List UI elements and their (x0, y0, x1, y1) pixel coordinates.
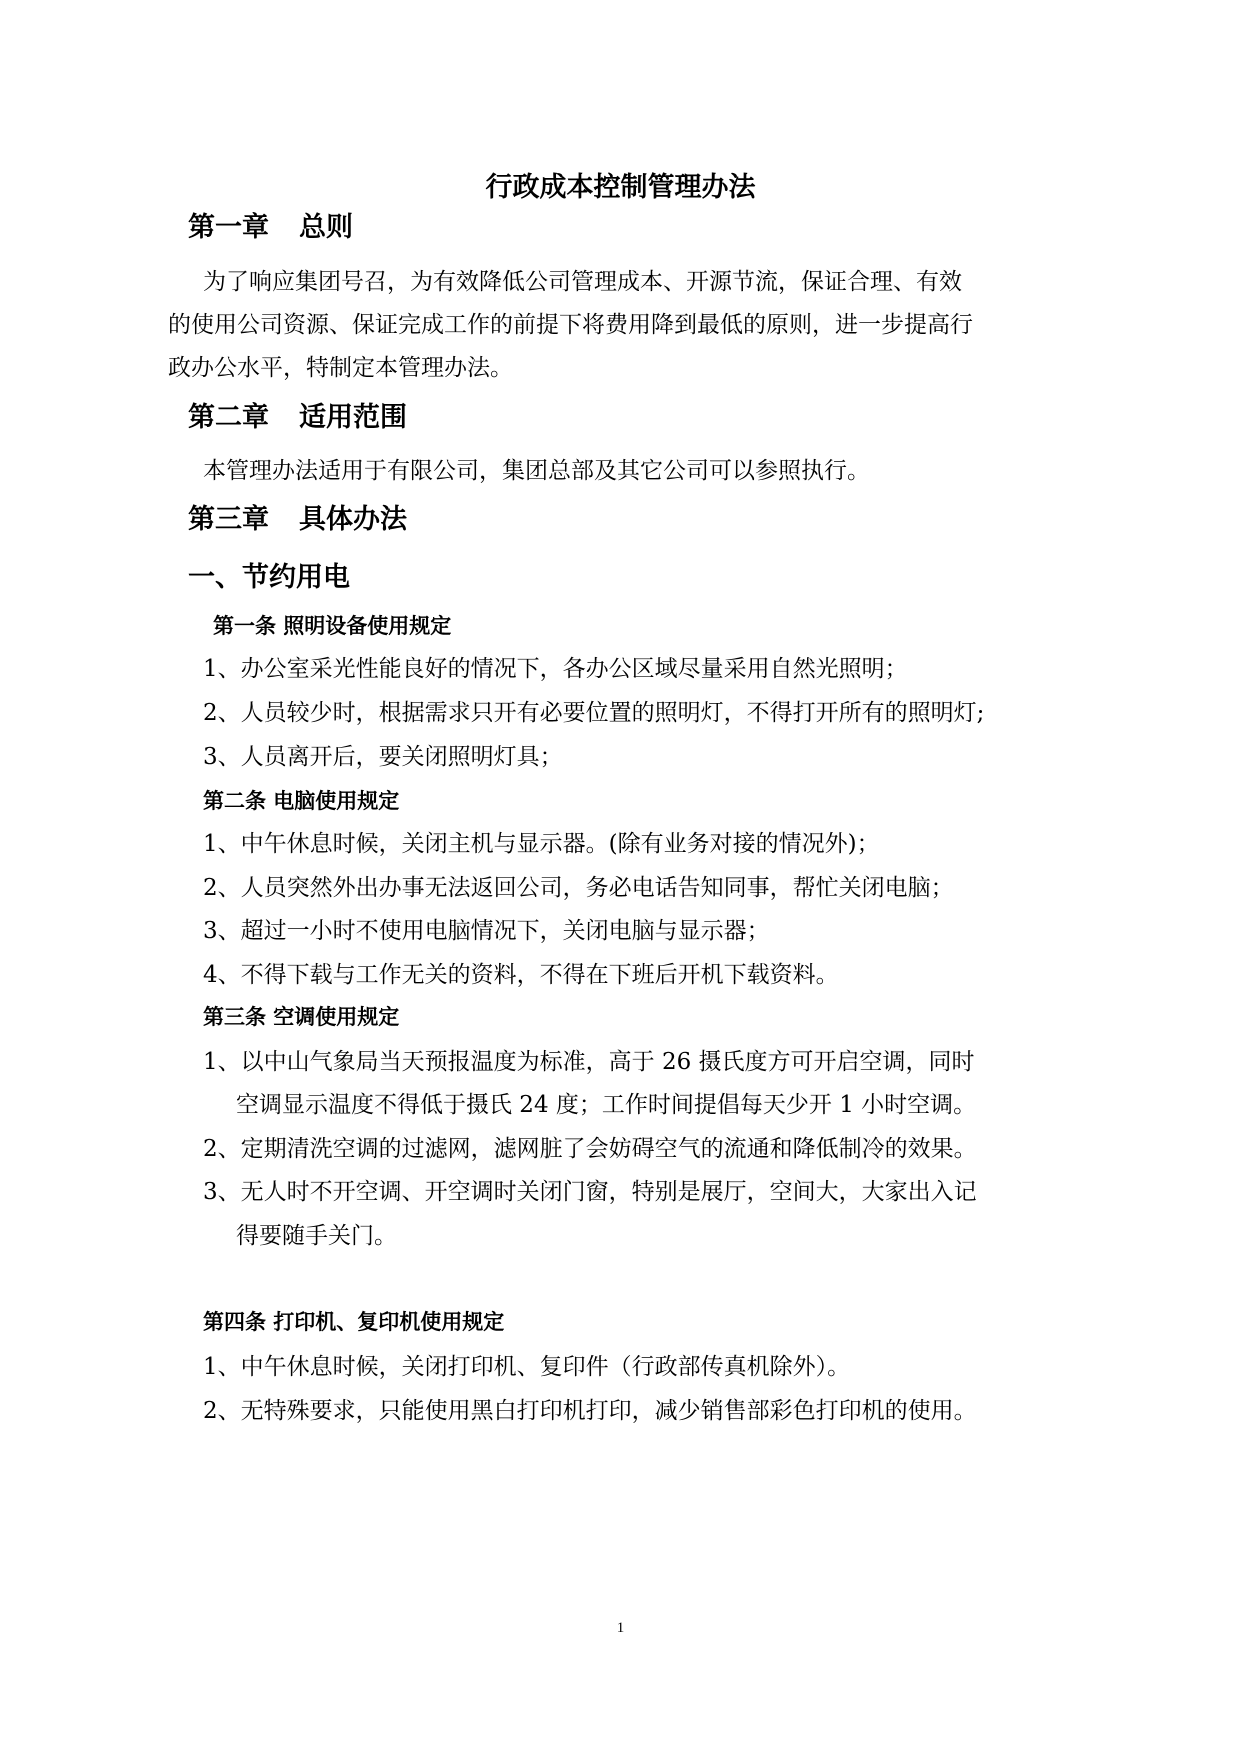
chapter-1-heading (188, 205, 353, 244)
page-number: 1 (616, 1620, 625, 1636)
article-3-item: 1、以中山气象局当天预报温度为标准，高于 26 摄氏度方可开启空调，同时 (203, 1049, 975, 1075)
article-1-heading: 第一条 照明设备使用规定 (213, 614, 452, 638)
chapter-3-number: 第三章 (188, 504, 269, 535)
article-2-item: 2、人员突然外出办事无法返回公司，务必电话告知同事，帮忙关闭电脑； (203, 875, 954, 901)
chapter-1-paragraph-line: 政办公水平，特制定本管理办法。 (168, 355, 513, 381)
chapter-1-name: 总则 (299, 212, 353, 243)
article-1-item: 1、办公室采光性能良好的情况下，各办公区域尽量采用自然光照明； (203, 656, 908, 682)
document-title: 行政成本控制管理办法 (485, 172, 756, 203)
article-3-heading: 第三条 空调使用规定 (203, 1005, 400, 1029)
chapter-1-paragraph-line: 为了响应集团号召，为有效降低公司管理成本、开源节流，保证合理、有效 (203, 269, 962, 295)
chapter-3-name: 具体办法 (299, 504, 407, 535)
chapter-1-paragraph-line: 的使用公司资源、保证完成工作的前提下将费用降到最低的原则，进一步提高行 (168, 312, 973, 338)
chapter-3-heading (188, 497, 407, 536)
article-1-item: 3、人员离开后，要关闭照明灯具； (203, 744, 563, 770)
article-2-heading: 第二条 电脑使用规定 (203, 789, 400, 813)
chapter-2-name: 适用范围 (299, 402, 407, 433)
article-4-item: 1、中午休息时候，关闭打印机、复印件（行政部传真机除外）。 (203, 1354, 851, 1380)
article-1-item: 2、人员较少时，根据需求只开有必要位置的照明灯，不得打开所有的照明灯; (203, 700, 985, 726)
chapter-2-number: 第二章 (188, 402, 269, 433)
article-2-item: 1、中午休息时候，关闭主机与显示器。(除有业务对接的情况外)； (203, 831, 880, 857)
article-3-item-continuation: 得要随手关门。 (236, 1223, 397, 1249)
article-3-item: 2、定期清洗空调的过滤网，滤网脏了会妨碍空气的流通和降低制冷的效果。 (203, 1136, 977, 1162)
chapter-2-heading (188, 395, 407, 434)
section-1-heading: 一、节约用电 (188, 562, 350, 593)
chapter-2-paragraph: 本管理办法适用于有限公司，集团总部及其它公司可以参照执行。 (203, 458, 870, 484)
article-3-item-continuation: 空调显示温度不得低于摄氏 24 度；工作时间提倡每天少开 1 小时空调。 (236, 1092, 977, 1118)
article-3-item: 3、无人时不开空调、开空调时关闭门窗，特别是展厅，空间大，大家出入记 (203, 1179, 977, 1205)
chapter-1-number: 第一章 (188, 212, 269, 243)
article-2-item: 3、超过一小时不使用电脑情况下，关闭电脑与显示器； (203, 918, 770, 944)
article-4-item: 2、无特殊要求，只能使用黑白打印机打印，减少销售部彩色打印机的使用。 (203, 1398, 977, 1424)
article-2-item: 4、不得下载与工作无关的资料，不得在下班后开机下载资料。 (203, 962, 839, 988)
article-4-heading: 第四条 打印机、复印机使用规定 (203, 1310, 505, 1334)
